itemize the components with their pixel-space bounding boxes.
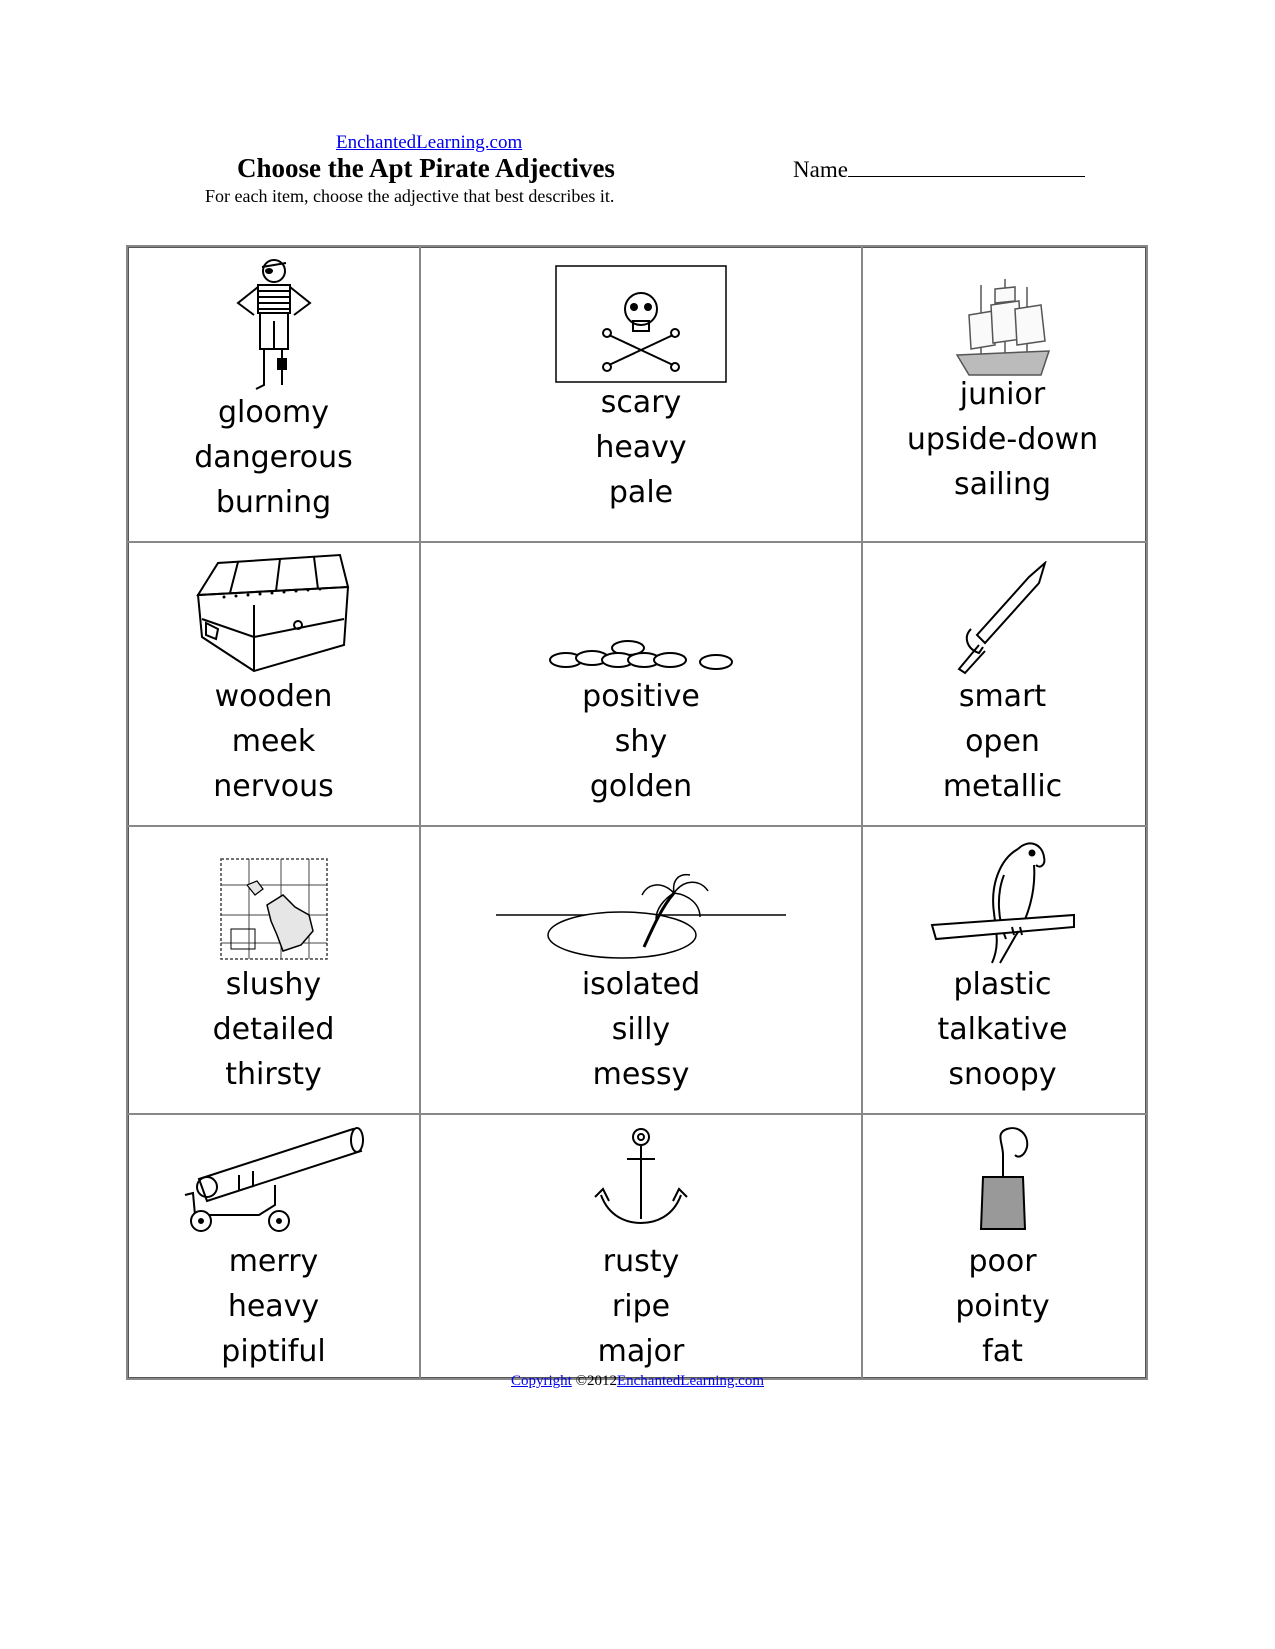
sailing-ship-icon xyxy=(951,275,1055,379)
adjective-grid xyxy=(126,245,1148,1380)
word-list xyxy=(128,1239,419,1374)
word-option: metallic xyxy=(942,769,1063,804)
parrot-icon xyxy=(928,835,1078,967)
word-option: isolated xyxy=(581,967,701,1002)
word-option: messy xyxy=(592,1057,690,1092)
word-option: fat xyxy=(982,1334,1023,1369)
grid-cell-flag xyxy=(419,247,861,541)
grid-cell-map xyxy=(128,827,419,1113)
word-option: snoopy xyxy=(948,1057,1057,1092)
word-list xyxy=(863,962,1142,1097)
word-option: pale xyxy=(608,475,674,510)
sword-icon xyxy=(953,561,1053,675)
word-option: ripe xyxy=(611,1289,671,1324)
word-option: wooden xyxy=(214,679,333,714)
word-list xyxy=(421,1239,861,1374)
word-option: golden xyxy=(589,769,693,804)
grid-cell-parrot xyxy=(861,827,1142,1113)
grid-cell-anchor xyxy=(419,1115,861,1378)
site-link[interactable]: EnchantedLearning.com xyxy=(336,132,523,153)
footer xyxy=(0,1373,1275,1390)
grid-cell-hook xyxy=(861,1115,1142,1378)
word-option: smart xyxy=(958,679,1047,714)
word-option: piptiful xyxy=(221,1334,326,1369)
word-list xyxy=(128,674,419,809)
grid-cell-cannon xyxy=(128,1115,419,1378)
word-list xyxy=(863,674,1142,809)
word-option: merry xyxy=(228,1244,319,1279)
word-option: heavy xyxy=(227,1289,320,1324)
word-option: shy xyxy=(614,724,668,759)
word-option: scary xyxy=(600,385,682,420)
grid-cell-ship xyxy=(861,247,1142,541)
word-option: burning xyxy=(215,485,332,520)
grid-cell-pirate xyxy=(128,247,419,541)
cannon-icon xyxy=(179,1123,369,1233)
word-option: rusty xyxy=(602,1244,680,1279)
treasure-map-icon xyxy=(217,855,331,963)
word-list xyxy=(863,1239,1142,1374)
word-option: meek xyxy=(231,724,316,759)
word-list xyxy=(863,372,1142,507)
word-option: nervous xyxy=(213,769,334,804)
name-label: Name xyxy=(793,157,848,182)
word-option: junior xyxy=(959,377,1046,412)
word-option: major xyxy=(597,1334,685,1369)
copyright-link[interactable]: Copyright xyxy=(510,1373,572,1389)
footer-site-link[interactable]: EnchantedLearning.com xyxy=(616,1373,765,1389)
anchor-icon xyxy=(593,1127,689,1229)
grid-row xyxy=(128,1113,1146,1378)
word-option: open xyxy=(965,724,1040,759)
name-blank-line xyxy=(848,156,1085,177)
word-option: dangerous xyxy=(194,440,353,475)
word-option: pointy xyxy=(955,1289,1050,1324)
word-list xyxy=(421,962,861,1097)
grid-row xyxy=(128,247,1146,541)
grid-cell-island xyxy=(419,827,861,1113)
grid-row xyxy=(128,825,1146,1113)
word-list xyxy=(421,674,861,809)
word-option: slushy xyxy=(225,967,322,1002)
word-option: silly xyxy=(611,1012,671,1047)
word-option: detailed xyxy=(212,1012,335,1047)
island-icon xyxy=(494,873,788,961)
word-option: gloomy xyxy=(217,395,330,430)
word-option: sailing xyxy=(953,467,1052,502)
word-option: poor xyxy=(968,1244,1037,1279)
word-list xyxy=(421,380,861,515)
word-list xyxy=(128,390,419,525)
grid-cell-chest xyxy=(128,543,419,825)
treasure-chest-icon xyxy=(194,549,354,679)
jolly-roger-flag-icon xyxy=(555,265,727,383)
gold-coins-icon xyxy=(546,638,736,674)
hook-icon xyxy=(973,1125,1033,1231)
word-list xyxy=(128,962,419,1097)
grid-cell-coins xyxy=(419,543,861,825)
instructions: For each item, choose the adjective that best describes it. xyxy=(205,186,615,206)
page-title: Choose the Apt Pirate Adjectives xyxy=(237,153,615,183)
grid-row xyxy=(128,541,1146,825)
word-option: plastic xyxy=(953,967,1052,1002)
copyright-year: ©2012 xyxy=(575,1373,617,1389)
word-option: positive xyxy=(582,679,700,714)
grid-cell-sword xyxy=(861,543,1142,825)
name-field xyxy=(793,156,1085,183)
pirate-icon xyxy=(224,255,324,397)
word-option: thirsty xyxy=(225,1057,322,1092)
word-option: talkative xyxy=(937,1012,1068,1047)
word-option: heavy xyxy=(595,430,687,465)
word-option: upside-down xyxy=(906,422,1099,457)
